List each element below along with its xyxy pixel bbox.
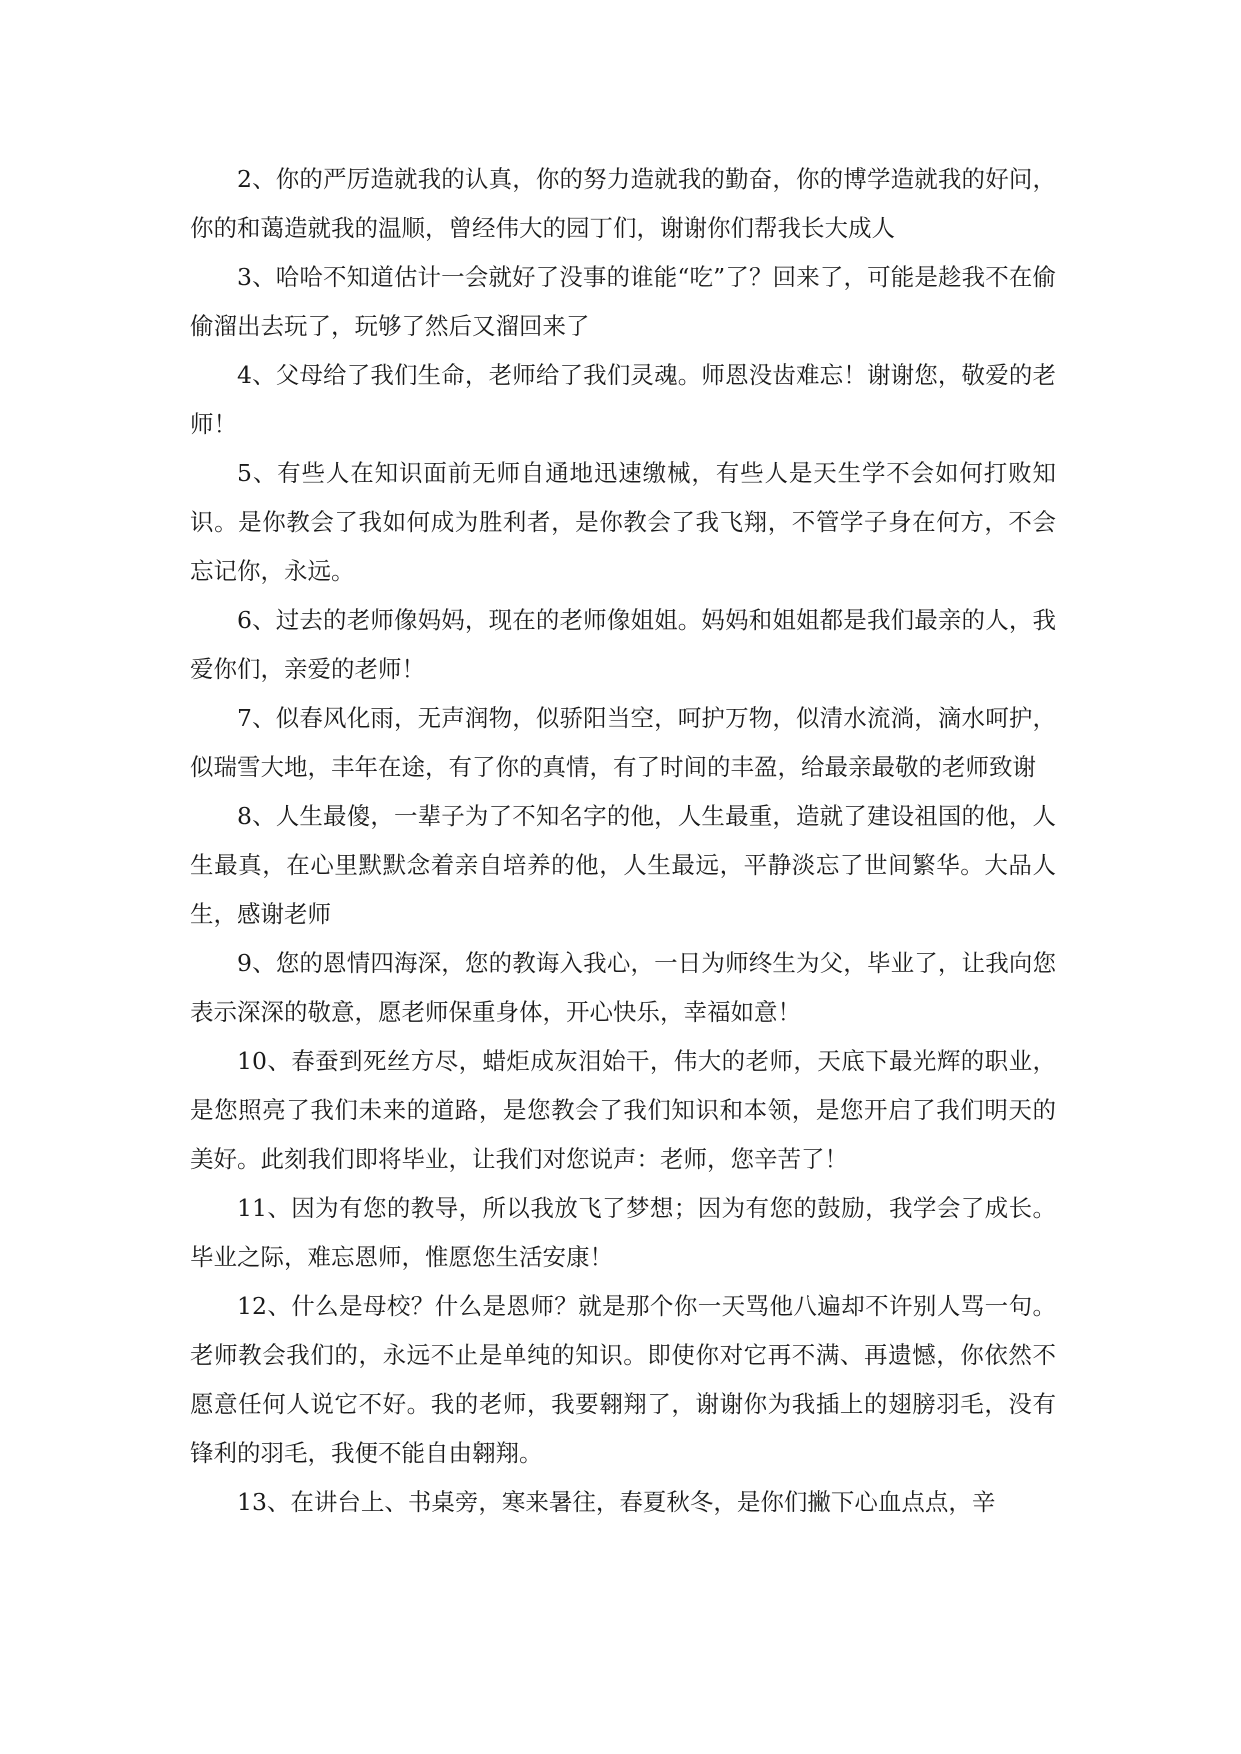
paragraph-8: 8、人生最傻，一辈子为了不知名字的他，人生最重，造就了建设祖国的他，人生最真，在心里默默念着亲自培养的他，人生最远，平静淡忘了世间繁华。大品人生，感谢老师 [190, 802, 1056, 928]
document-body [190, 155, 1056, 1527]
paragraph-12: 12、什么是母校？什么是恩师？就是那个你一天骂他八遍却不许别人骂一句。老师教会我们的，永远不止是单纯的知识。即使你对它再不满、再遗憾，你依然不愿意任何人说它不好。我的老师，我要翱翔了，谢谢你为我插上的翅膀羽毛，没有锋利的羽毛，我便不能自由翱翔。 [190, 1292, 1056, 1467]
paragraph-6: 6、过去的老师像妈妈，现在的老师像姐姐。妈妈和姐姐都是我们最亲的人，我爱你们，亲爱的老师！ [190, 606, 1056, 683]
paragraph-7: 7、似春风化雨，无声润物，似骄阳当空，呵护万物，似清水流淌，滴水呵护，似瑞雪大地，丰年在途，有了你的真情，有了时间的丰盈，给最亲最敬的老师致谢 [190, 704, 1056, 781]
paragraph-10: 10、春蚕到死丝方尽，蜡炬成灰泪始干，伟大的老师，天底下最光辉的职业，是您照亮了我们未来的道路，是您教会了我们知识和本领，是您开启了我们明天的美好。此刻我们即将毕业，让我们对您说声：老师，您辛苦了！ [190, 1047, 1056, 1173]
paragraph-4: 4、父母给了我们生命，老师给了我们灵魂。师恩没齿难忘！谢谢您，敬爱的老师！ [190, 361, 1056, 438]
paragraph-13: 13、在讲台上、书桌旁，寒来暑往，春夏秋冬，是你们撇下心血点点，辛 [237, 1488, 996, 1516]
paragraph-11: 11、因为有您的教导，所以我放飞了梦想；因为有您的鼓励，我学会了成长。毕业之际，难忘恩师，惟愿您生活安康！ [190, 1194, 1056, 1271]
paragraph-3: 3、哈哈不知道估计一会就好了没事的谁能“吃”了？回来了，可能是趁我不在偷偷溜出去玩了，玩够了然后又溜回来了 [190, 263, 1056, 340]
paragraph-9: 9、您的恩情四海深，您的教诲入我心，一日为师终生为父，毕业了，让我向您表示深深的敬意，愿老师保重身体，开心快乐，幸福如意！ [190, 949, 1056, 1026]
paragraph-5: 5、有些人在知识面前无师自通地迅速缴械，有些人是天生学不会如何打败知识。是你教会了我如何成为胜利者，是你教会了我飞翔，不管学子身在何方，不会忘记你，永远。 [190, 459, 1056, 585]
paragraph-2: 2、你的严厉造就我的认真，你的努力造就我的勤奋，你的博学造就我的好问，你的和蔼造就我的温顺，曾经伟大的园丁们，谢谢你们帮我长大成人 [190, 165, 1056, 242]
